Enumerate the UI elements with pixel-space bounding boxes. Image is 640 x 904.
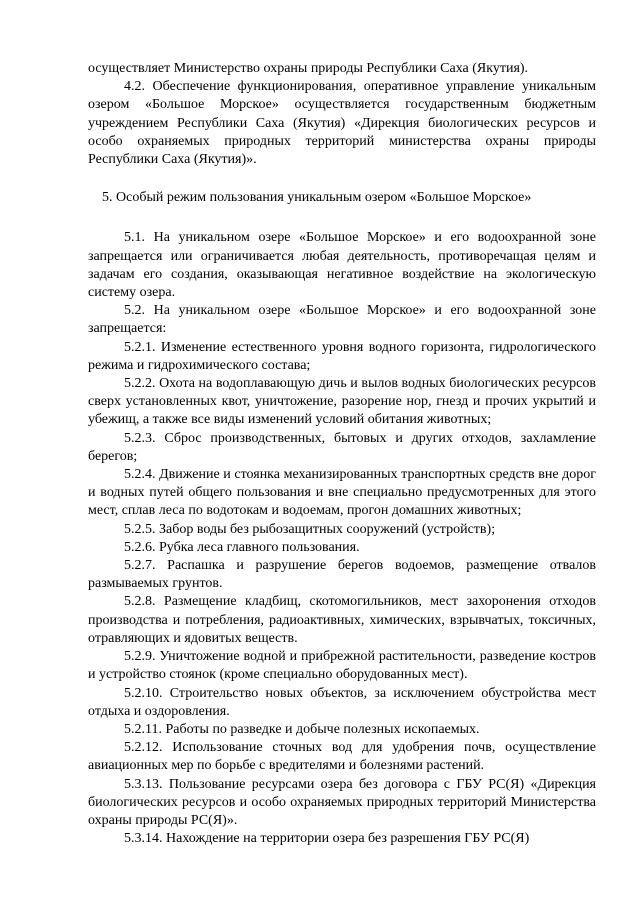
paragraph-5-2-8: 5.2.8. Размещение кладбищ, скотомогильников, мест захоронения отходов производства и потребления, радиоактивных, химических, взрывчатых, токсичных, отравляющих и ядовитых веществ.	[88, 594, 596, 646]
section-5-heading: 5. Особый режим пользования уникальным озером «Большое Морское»	[102, 190, 532, 206]
paragraph-5-2-10: 5.2.10. Строительство новых объектов, за исключением обустройства мест отдыха и оздоровления.	[88, 685, 596, 719]
paragraph-5-1: 5.1. На уникальном озере «Большое Морское» и его водоохранной зоне запрещается или ограничивается любая деятельность, противоречащая целям и задачам его создания, оказывающая негативное воздействие на экологическую систему озера.	[88, 230, 596, 301]
paragraph-5-2-6: 5.2.6. Рубка леса главного пользования.	[124, 539, 360, 555]
paragraph-5-2: 5.2. На уникальном озере «Большое Морское» и его водоохранной зоне запрещается:	[88, 303, 596, 337]
paragraph-5-2-9: 5.2.9. Уничтожение водной и прибрежной растительности, разведение костров и устройство стоянок (кроме специально оборудованных мест).	[88, 649, 596, 683]
paragraph-4-2: 4.2. Обеспечение функционирования, оперативное управление уникальным озером «Большое Морское» осуществляется государственным бюджетным учреждением Республики Саха (Якутия) «Дирекция биологических ресурсов и особо охраняемых природных территорий министерства охраны природы Республики Саха (Якутия)».	[88, 79, 596, 168]
paragraph-5-2-12: 5.2.12. Использование сточных вод для удобрения почв, осуществление авиационных мер по борьбе с вредителями и болезнями растений.	[88, 740, 596, 774]
paragraph-5-2-5: 5.2.5. Забор воды без рыбозащитных сооружений (устройств);	[124, 521, 496, 537]
paragraph-5-2-11: 5.2.11. Работы по разведке и добыче полезных ископаемых.	[124, 721, 480, 737]
paragraph-5-2-7: 5.2.7. Распашка и разрушение берегов водоемов, размещение отвалов размываемых грунтов.	[88, 558, 596, 592]
paragraph-5-2-4: 5.2.4. Движение и стоянка механизированных транспортных средств вне дорог и водных путей общего пользования и вне специально предусмотренных для этого мест, сплав леса по водотокам и водоемам, прогон домашних животных;	[88, 467, 596, 519]
paragraph-5-3-14: 5.3.14. Нахождение на территории озера без разрешения ГБУ РС(Я)	[124, 831, 530, 847]
paragraph-4-1-continuation: осуществляет Министерство охраны природы Республики Саха (Якутия).	[88, 61, 529, 76]
paragraph-5-2-1: 5.2.1. Изменение естественного уровня водного горизонта, гидрологического режима и гидрохимического состава;	[88, 339, 596, 373]
paragraph-5-2-3: 5.2.3. Сброс производственных, бытовых и других отходов, захламление берегов;	[88, 430, 596, 464]
paragraph-5-2-2: 5.2.2. Охота на водоплавающую дичь и вылов водных биологических ресурсов сверх установленных квот, уничтожение, разорение нор, гнезд и прочих укрытий и убежищ, а также все виды изменений условий обитания животных;	[88, 376, 596, 428]
paragraph-5-3-13: 5.3.13. Пользование ресурсами озера без договора с ГБУ РС(Я) «Дирекция биологических ресурсов и особо охраняемых природных территорий Министерства охраны природы РС(Я)».	[88, 776, 596, 828]
document-page	[88, 60, 596, 848]
